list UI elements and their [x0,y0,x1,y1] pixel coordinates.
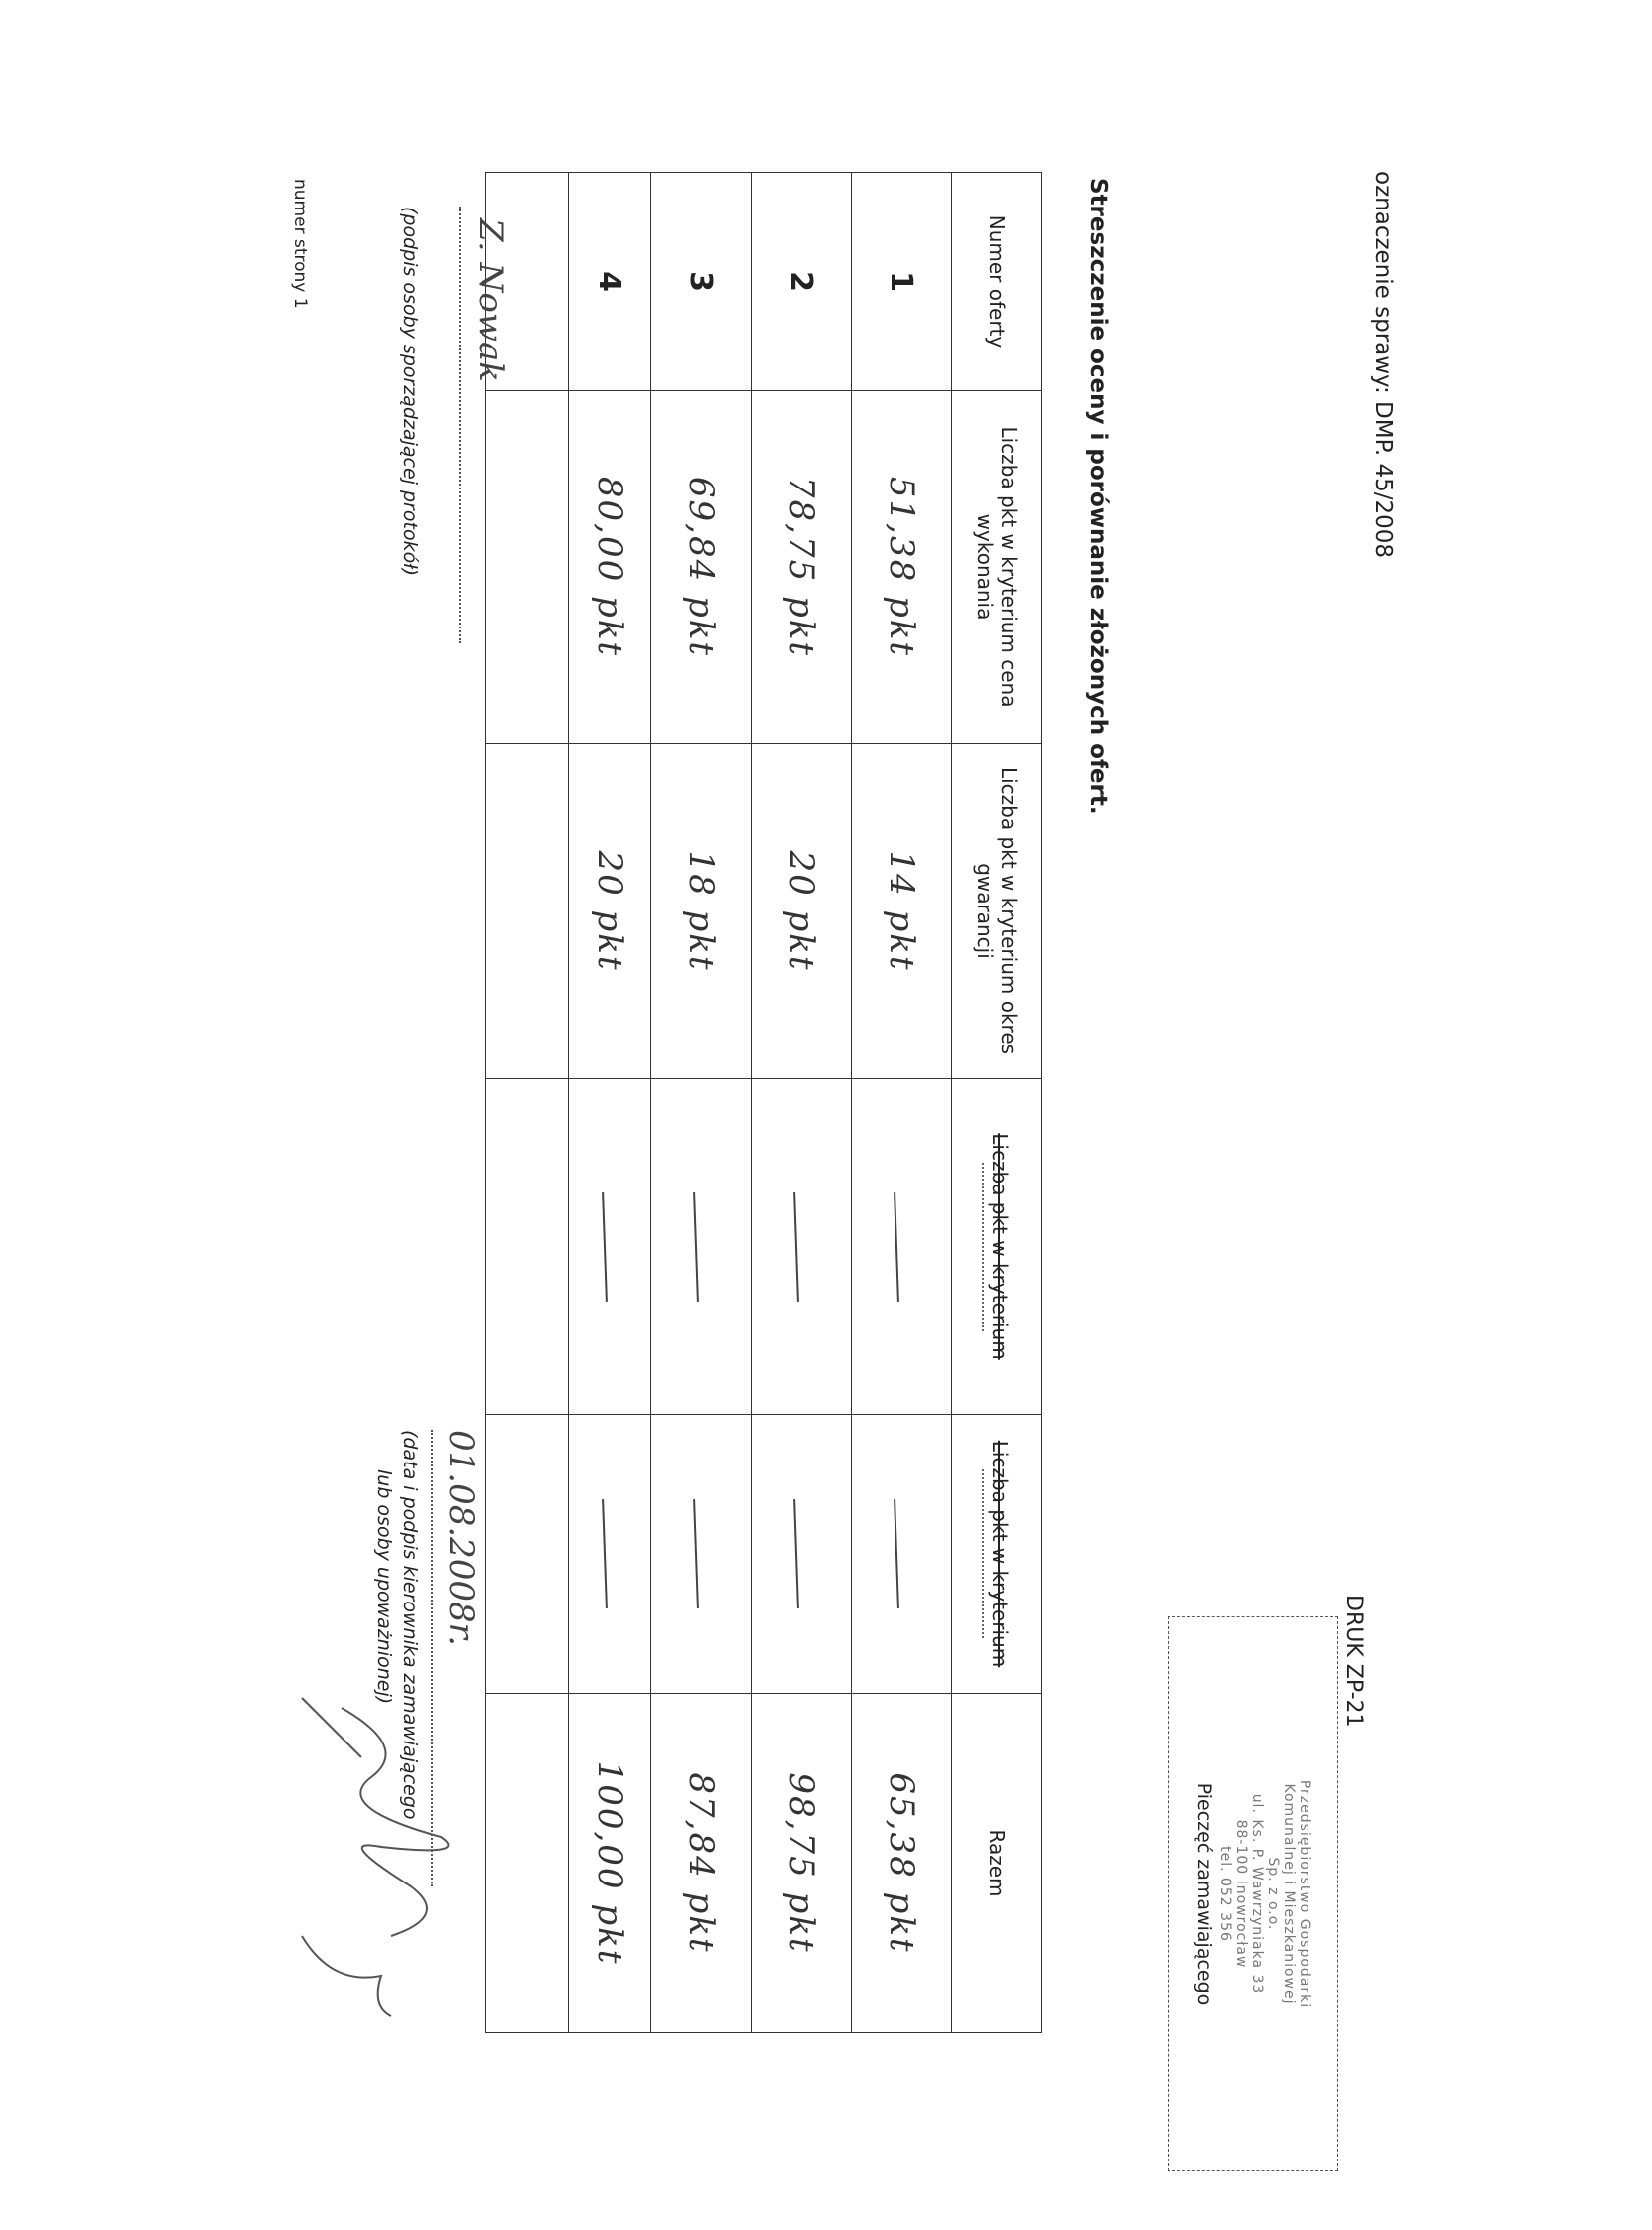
dash-mark [603,1499,609,1608]
stamp-line: Przedsiębiorstwo Gospodarki [1297,1779,1312,2009]
dotted-line [982,1163,984,1331]
offer-number: 3 [651,173,752,391]
total-points: 100,00 pkt [569,1694,651,2033]
table-row [651,173,752,2033]
offer-number: 1 [852,173,952,391]
case-reference: oznaczenie sprawy: DMP. 45/2008 [1370,171,1396,559]
empty-cell [486,1415,569,1694]
dash-mark [895,1499,900,1608]
price-points: 69,84 pkt [651,391,752,744]
approval-date: 01.08.2008r. [441,1430,481,1646]
table-header-row [952,173,1042,2033]
dash-mark [694,1499,700,1608]
criterion-3-dash [651,1079,752,1415]
criterion-4-dash [651,1415,752,1694]
offer-number: 4 [569,173,651,391]
warranty-points: 14 pkt [852,744,952,1079]
stamp-line: ul. Ks. P. Wawrzyniaka 33 [1249,1793,1265,1995]
stamp-line: tel. 052 356 [1217,1846,1233,1942]
header-cell: Razem [952,1694,1042,2033]
price-points: 80,00 pkt [569,391,651,744]
header-cell: Liczba pkt w kryterium cena wykonania [952,391,1042,744]
header-cell: Numer oferty [952,173,1042,391]
criterion-4-dash [569,1415,651,1694]
manager-signature-caption: (data i podpis kierownika zamawiającego [399,1430,421,1820]
price-points: 51,38 pkt [852,391,952,744]
stamp-line: Sp. z o.o. [1265,1857,1281,1931]
warranty-points: 18 pkt [651,744,752,1079]
preparer-signature-caption: (podpis osoby sporządzającej protokół) [399,207,421,577]
header-cell: Liczba pkt w kryterium okres gwarancji [952,744,1042,1079]
form-code: DRUK ZP-21 [1341,1595,1366,1728]
offer-number: 2 [752,173,852,391]
warranty-points: 20 pkt [752,744,852,1079]
company-stamp [1168,1616,1338,2171]
table-row [752,173,852,2033]
criterion-3-dash [569,1079,651,1415]
struck-label: Liczba pkt w kryterium [988,1133,1012,1360]
offers-table [485,172,1042,2033]
criterion-3-dash [852,1079,952,1415]
empty-cell [486,1079,569,1415]
price-points: 78,75 pkt [752,391,852,744]
total-points: 87,84 pkt [651,1694,752,2033]
stamp-line: 88-100 Inowrocław [1233,1819,1249,1969]
preparer-signature: Z. Nowak [471,218,510,382]
stamp-label: Pieczęć zamawiającego [1193,1782,1215,2006]
dash-mark [603,1191,609,1301]
criterion-4-dash [752,1415,852,1694]
page-number: numer strony 1 [290,179,310,309]
criterion-4-dash [852,1415,952,1694]
table-row [569,173,651,2033]
manager-signature-scribble [272,1688,530,2025]
document-title: Streszczenie oceny i porównanie złożonych ofert. [1085,178,1111,815]
dotted-line [982,1469,984,1638]
dash-mark [694,1191,700,1301]
criterion-3-dash [752,1079,852,1415]
header-cell-struck [952,1415,1042,1694]
total-points: 98,75 pkt [752,1694,852,2033]
dash-mark [794,1191,800,1301]
signature-dotted-line [459,207,461,643]
total-points: 65,38 pkt [852,1694,952,2033]
empty-cell [486,744,569,1079]
empty-cell [486,391,569,744]
header-cell-struck [952,1079,1042,1415]
struck-label: Liczba pkt w kryterium [988,1440,1012,1668]
dash-mark [794,1499,800,1608]
dash-mark [895,1191,900,1301]
warranty-points: 20 pkt [569,744,651,1079]
stamp-line: Komunalnej i Mieszkaniowej [1281,1783,1297,2005]
manager-signature-caption-2: lub osoby upoważnionej) [373,1469,395,1705]
table-row [852,173,952,2033]
